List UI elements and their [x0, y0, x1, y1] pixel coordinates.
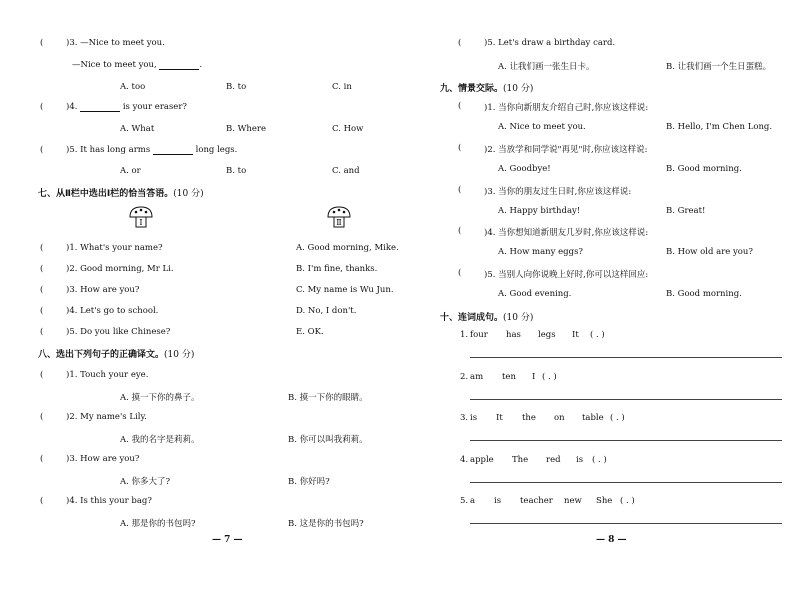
section-9-title: 九、情景交际。(10 分): [440, 84, 534, 94]
option-a: A. Nice to meet you.: [498, 122, 586, 132]
match-row-2: ( )2. Good morning, Mr Li. B. I'm fine, thanks.: [40, 264, 378, 274]
section-8-title: 八、选出下列句子的正确译文。(10 分): [38, 350, 195, 360]
situation-q4: ( )4. 当你想知道新朋友几岁时,你应该这样说:: [458, 226, 649, 238]
sentence-3-number: 3.: [460, 413, 469, 423]
option-b: B. Good morning.: [666, 289, 742, 299]
option-b: B. Hello, I'm Chen Long.: [666, 122, 773, 132]
option-a: A. Goodbye!: [498, 164, 551, 174]
situation-q1: ( )1. 当你向新朋友介绍自己时,你应该这样说:: [458, 101, 649, 113]
translate-q5: ( )5. Let's draw a birthday card.: [458, 38, 616, 48]
question-6-3: ( )3. —Nice to meet you.: [40, 38, 165, 48]
word: She: [596, 496, 613, 506]
option-a: A. 让我们画一张生日卡。: [498, 62, 595, 72]
option-b: B. Good morning.: [666, 164, 742, 174]
word: The: [512, 455, 529, 465]
word: ( . ): [620, 496, 635, 506]
option-b: B. How old are you?: [666, 247, 753, 257]
option-a: A. 你多大了?: [120, 477, 171, 487]
option-c: C. How: [332, 124, 364, 134]
word: It: [496, 413, 503, 423]
word: legs: [538, 330, 556, 340]
translate-q1: ( )1. Touch your eye.: [40, 370, 149, 380]
word: is: [494, 496, 502, 506]
match-row-5: ( )5. Do you like Chinese? E. OK.: [40, 327, 324, 337]
word: I: [532, 372, 536, 382]
option-b: B. 你好吗?: [288, 477, 330, 487]
match-row-1: ( )1. What's your name? A. Good morning, Mike.: [40, 243, 399, 253]
page-number: — 8 —: [596, 535, 627, 545]
option-b: B. 摸一下你的眼睛。: [288, 393, 368, 403]
question-text: )3. —Nice to meet you.: [66, 38, 165, 48]
word: apple: [470, 455, 494, 465]
word: a: [470, 496, 476, 506]
option-a: A. 那是你的书包吗?: [120, 519, 196, 529]
answer-blank[interactable]: [80, 103, 120, 112]
answer-line-4[interactable]: [470, 482, 782, 483]
word: on: [554, 413, 565, 423]
answer-line-1[interactable]: [470, 357, 782, 358]
option-b: B. 让我们画一个生日蛋糕。: [666, 62, 772, 72]
word: ( . ): [592, 455, 607, 465]
option-b: B. Great!: [666, 206, 706, 216]
answer-line-3[interactable]: [470, 440, 782, 441]
sentence-2-number: 2.: [460, 372, 469, 382]
section-7-title: 七、从Ⅱ栏中选出Ⅰ栏的恰当答语。(10 分): [38, 189, 204, 199]
word: am: [470, 372, 484, 382]
word: ( . ): [542, 372, 557, 382]
page-8: [440, 0, 800, 592]
option-a: A. What: [120, 124, 155, 134]
option-a: A. 我的名字是莉莉。: [120, 435, 200, 445]
option-a: A. 摸一下你的鼻子。: [120, 393, 200, 403]
option-a: A. Happy birthday!: [498, 206, 581, 216]
translate-q3: ( )3. How are you?: [40, 454, 140, 464]
question-6-3-line2: —Nice to meet you, .: [72, 60, 203, 70]
answer-line-5[interactable]: [470, 523, 782, 524]
option-b: B. 这是你的书包吗?: [288, 519, 364, 529]
sentence-5-number: 5.: [460, 496, 469, 506]
word: red: [546, 455, 561, 465]
translate-q4: ( )4. Is this your bag?: [40, 496, 152, 506]
word: table: [582, 413, 604, 423]
situation-q3: ( )3. 当你的朋友过生日时,你应该这样说:: [458, 185, 632, 197]
option-b: B. to: [226, 82, 247, 92]
word: is: [470, 413, 478, 423]
word: new: [564, 496, 582, 506]
translate-q2: ( )2. My name's Lily.: [40, 412, 147, 422]
situation-q5: ( )5. 当别人向你说晚上好时,你可以这样回应:: [458, 268, 649, 280]
word: the: [522, 413, 536, 423]
option-a: A. How many eggs?: [498, 247, 583, 257]
option-b: B. Where: [226, 124, 266, 134]
word: four: [470, 330, 488, 340]
option-c: C. and: [332, 166, 360, 176]
answer-line-2[interactable]: [470, 399, 782, 400]
option-b: B. 你可以叫我莉莉。: [288, 435, 368, 445]
word: has: [506, 330, 521, 340]
word: It: [572, 330, 579, 340]
page-number: — 7 —: [212, 535, 243, 545]
word: ( . ): [590, 330, 605, 340]
word: ten: [502, 372, 516, 382]
option-a: A. Good evening.: [498, 289, 572, 299]
mushroom-icon-column-2: [326, 206, 352, 228]
question-6-5: ( )5. It has long arms long legs.: [40, 145, 238, 155]
mushroom-icon-column-1: [128, 206, 154, 228]
word: is: [576, 455, 584, 465]
sentence-1-number: 1.: [460, 330, 469, 340]
option-c: C. in: [332, 82, 352, 92]
column-2-label: Ⅱ: [336, 218, 342, 227]
page-7: [40, 0, 420, 592]
answer-blank[interactable]: [159, 61, 199, 70]
column-1-label: Ⅰ: [139, 218, 143, 227]
match-row-3: ( )3. How are you? C. My name is Wu Jun.: [40, 285, 394, 295]
word: teacher: [520, 496, 553, 506]
option-b: B. to: [226, 166, 247, 176]
section-10-title: 十、连词成句。(10 分): [440, 313, 534, 323]
sentence-4-number: 4.: [460, 455, 469, 465]
word: ( . ): [610, 413, 625, 423]
answer-blank[interactable]: [153, 146, 193, 155]
situation-q2: ( )2. 当放学和同学说"再见"时,你应该这样说:: [458, 143, 648, 155]
option-a: A. or: [120, 166, 141, 176]
option-a: A. too: [120, 82, 146, 92]
question-6-4: ( )4. is your eraser?: [40, 102, 187, 112]
match-row-4: ( )4. Let's go to school. D. No, I don't.: [40, 306, 357, 316]
